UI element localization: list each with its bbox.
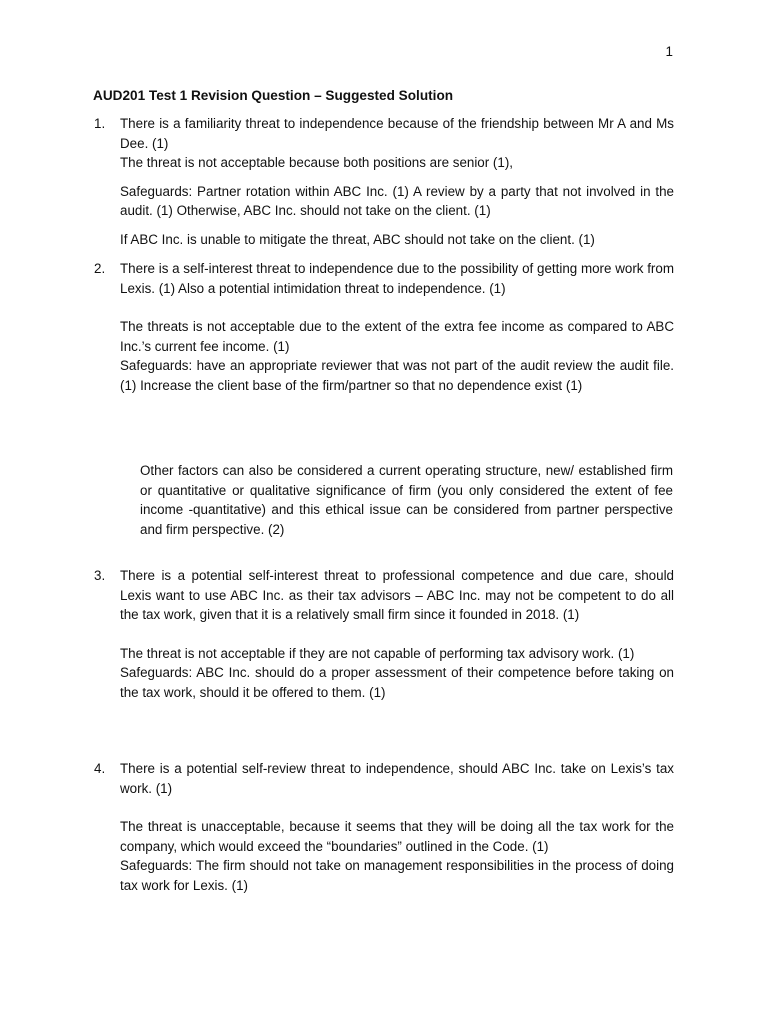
paragraph: Safeguards: have an appropriate reviewer that was not part of the audit review the audit file. (1) Increase the client base of the firm/partner so that no dependence exist (1)	[120, 358, 674, 393]
question-2	[94, 259, 674, 395]
page-number: 1	[665, 44, 673, 59]
paragraph: There is a self-interest threat to independence due to the possibility of getting more work from Lexis. (1) Also a potential intimidation threat to independence. (1)	[120, 261, 674, 296]
question-4	[94, 759, 674, 895]
question-number: 2.	[94, 261, 106, 276]
document-title: AUD201 Test 1 Revision Question – Suggested Solution	[93, 88, 454, 103]
note-paragraph	[140, 461, 673, 539]
question-number: 1.	[94, 116, 106, 131]
question-1	[94, 114, 674, 249]
paragraph: There is a potential self-interest threat to professional competence and due care, should Lexis want to use ABC Inc. as their tax advisors – ABC Inc. may not be competent to do all the tax work, given that it is a relatively small firm since it founded in 2018. (1)	[120, 568, 674, 622]
paragraph: There is a potential self-review threat to independence, should ABC Inc. take on Lexis’s tax work. (1)	[120, 761, 674, 796]
question-number: 4.	[94, 761, 106, 776]
paragraph: If ABC Inc. is unable to mitigate the threat, ABC should not take on the client. (1)	[120, 231, 595, 247]
paragraph: Safeguards: ABC Inc. should do a proper assessment of their competence before taking on the tax work, should it be offered to them. (1)	[120, 665, 674, 700]
question-3	[94, 566, 674, 702]
paragraph: Safeguards: The firm should not take on management responsibilities in the process of doing tax work for Lexis. (1)	[120, 858, 674, 893]
paragraph: Other factors can also be considered a current operating structure, new/ established firm or quantitative or qualitative significance of firm (you only considered the extent of fee income -quantitative) and this ethical issue can be considered from partner perspective and firm perspective. (2)	[140, 463, 673, 537]
paragraph: Safeguards: Partner rotation within ABC Inc. (1) A review by a party that not involved in the audit. (1) Otherwise, ABC Inc. should not take on the client. (1)	[120, 183, 674, 218]
paragraph: The threats is not acceptable due to the extent of the extra fee income as compared to ABC Inc.’s current fee income. (1)	[120, 319, 674, 354]
paragraph: The threat is not acceptable because both positions are senior (1),	[120, 155, 514, 170]
paragraph: The threat is unacceptable, because it seems that they will be doing all the tax work for the company, which would exceed the “boundaries” outlined in the Code. (1)	[120, 819, 674, 854]
question-number: 3.	[94, 568, 106, 583]
paragraph: The threat is not acceptable if they are not capable of performing tax advisory work. (1)	[120, 645, 635, 661]
paragraph: There is a familiarity threat to independence because of the friendship between Mr A and Ms Dee. (1)	[120, 116, 674, 151]
